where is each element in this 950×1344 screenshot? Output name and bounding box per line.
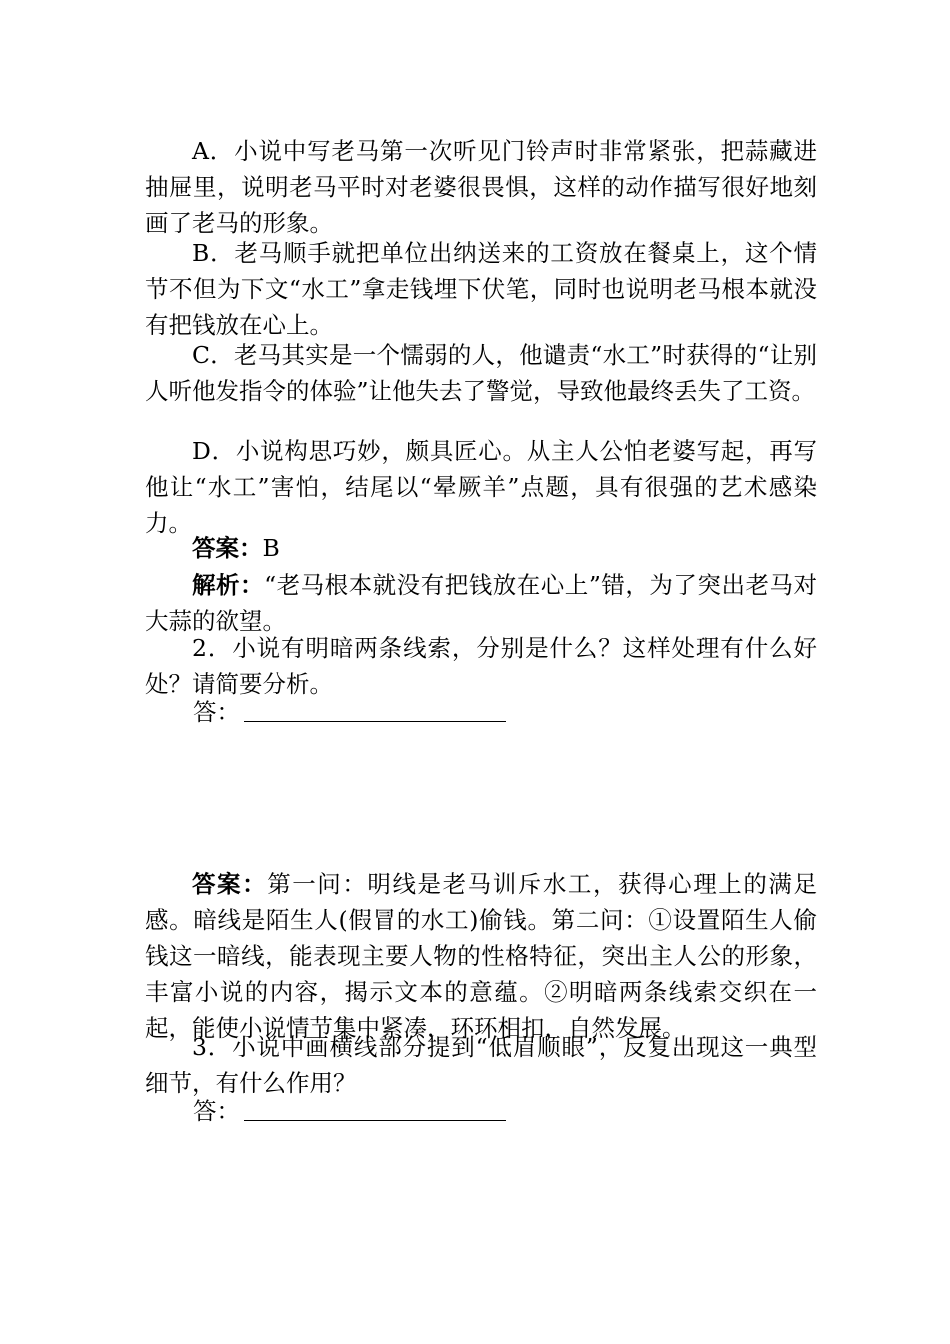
q1-analysis	[145, 567, 817, 639]
q2-answer-text: 第一问：明线是老马训斥水工，获得心理上的满足感。暗线是陌生人(假冒的水工)偷钱。第二问：①设置陌生人偷钱这一暗线，能表现主要人物的性格特征，突出主人公的形象，丰富小说的内容，揭示文本的意蕴。②明暗两条线索交织在一起，能使小说情节集中紧凑，环环相扣，自然发展。	[145, 870, 817, 1042]
option-b-text: 老马顺手就把单位出纳送来的工资放在餐桌上，这个情节不但为下文“水工”拿走钱埋下伏笔，同时也说明老马根本就没有把钱放在心上。	[145, 239, 817, 339]
question-3	[145, 1029, 817, 1101]
q1-analysis-label: 解析：	[192, 571, 265, 599]
q2-answer-label: 答案：	[192, 870, 268, 898]
option-b-label: B．	[192, 239, 235, 267]
option-a-text: 小说中写老马第一次听见门铃声时非常紧张，把蒜藏进抽屉里，说明老马平时对老婆很畏惧，这样的动作描写很好地刻画了老马的形象。	[145, 137, 817, 237]
question-2-answer-blank	[244, 721, 506, 722]
option-c-label: C．	[192, 341, 234, 369]
option-a	[145, 133, 817, 241]
option-d-label: D．	[192, 437, 236, 465]
question-3-answer-line	[193, 1093, 506, 1129]
question-3-answer-blank	[244, 1120, 506, 1121]
question-2-text: 2．小说有明暗两条线索，分别是什么？这样处理有什么好处？请简要分析。	[145, 634, 817, 698]
q1-answer	[145, 530, 817, 566]
q1-answer-label: 答案：	[192, 534, 263, 562]
q2-answer	[145, 866, 817, 1046]
question-3-text: 3．小说中画横线部分提到“低眉顺眼”，反复出现这一典型细节，有什么作用？	[145, 1033, 817, 1097]
option-d-text: 小说构思巧妙，颇具匠心。从主人公怕老婆写起，再写他让“水工”害怕，结尾以“晕厥羊”点题，具有很强的艺术感染力。	[145, 437, 818, 537]
question-2-answer-line	[193, 694, 506, 730]
question-3-answer-prompt: 答：	[193, 1097, 240, 1125]
option-c-text: 老马其实是一个懦弱的人，他谴责“水工”时获得的“让别人听他发指令的体验”让他失去了警觉，导致他最终丢失了工资。	[145, 341, 817, 405]
option-c	[145, 337, 817, 409]
question-2	[145, 630, 817, 702]
option-b	[145, 235, 817, 343]
option-a-label: A．	[192, 137, 235, 165]
q1-answer-text: B	[262, 534, 280, 562]
q1-analysis-text: “老马根本就没有把钱放在心上”错，为了突出老马对大蒜的欲望。	[145, 571, 818, 635]
option-d	[145, 433, 817, 541]
question-2-answer-prompt: 答：	[193, 698, 240, 726]
